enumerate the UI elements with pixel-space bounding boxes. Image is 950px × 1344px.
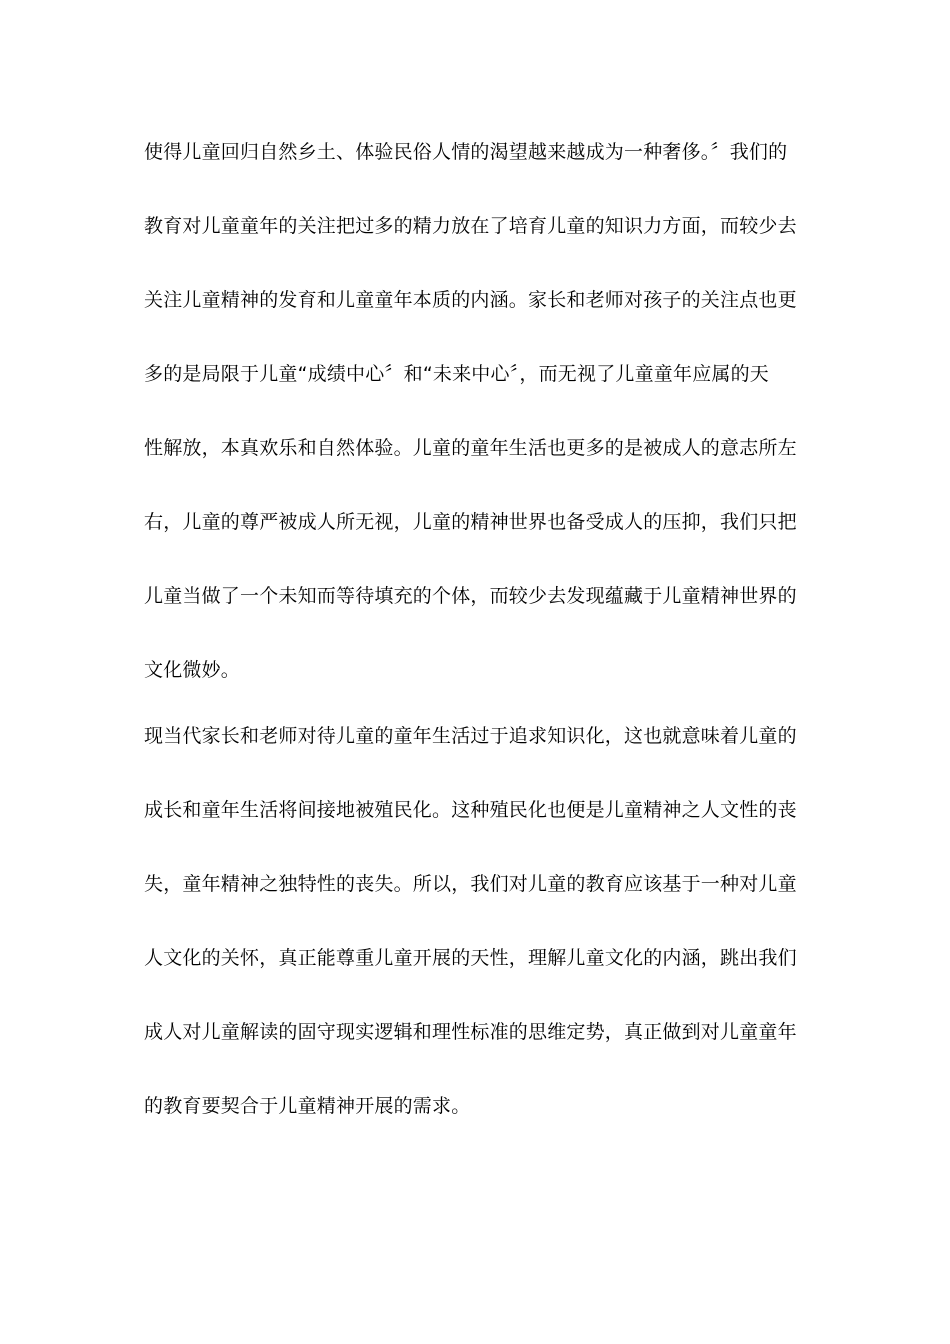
- paragraph-line: 关注儿童精神的发育和儿童童年本质的内涵。家长和老师对孩子的关注点也更: [144, 289, 797, 311]
- paragraph-line: 使得儿童回归自然乡土、体验民俗人情的渴望越来越成为一种奢侈。〞我们的: [144, 141, 788, 163]
- paragraph-line: 成长和童年生活将间接地被殖民化。这种殖民化也便是儿童精神之人文性的丧: [144, 799, 797, 821]
- paragraph-line: 儿童当做了一个未知而等待填充的个体，而较少去发现蕴藏于儿童精神世界的: [144, 585, 797, 607]
- paragraph-line: 现当代家长和老师对待儿童的童年生活过于追求知识化，这也就意味着儿童的: [144, 725, 797, 747]
- paragraph-line: 性解放，本真欢乐和自然体验。儿童的童年生活也更多的是被成人的意志所左: [144, 437, 797, 459]
- paragraph-line: 人文化的关怀，真正能尊重儿童开展的天性，理解儿童文化的内涵，跳出我们: [144, 947, 797, 969]
- paragraph-line: 成人对儿童解读的固守现实逻辑和理性标准的思维定势，真正做到对儿童童年: [144, 1021, 797, 1043]
- paragraph-line: 多的是局限于儿童“成绩中心〞和“未来中心〞，而无视了儿童童年应属的天: [144, 363, 769, 385]
- paragraph-line: 教育对儿童童年的关注把过多的精力放在了培育儿童的知识力方面，而较少去: [144, 215, 797, 237]
- paragraph-line: 失，童年精神之独特性的丧失。所以，我们对儿童的教育应该基于一种对儿童: [144, 873, 797, 895]
- paragraph-line: 文化微妙。: [144, 659, 241, 681]
- paragraph-line: 右，儿童的尊严被成人所无视，儿童的精神世界也备受成人的压抑，我们只把: [144, 511, 797, 533]
- paragraph-line: 的教育要契合于儿童精神开展的需求。: [144, 1095, 471, 1117]
